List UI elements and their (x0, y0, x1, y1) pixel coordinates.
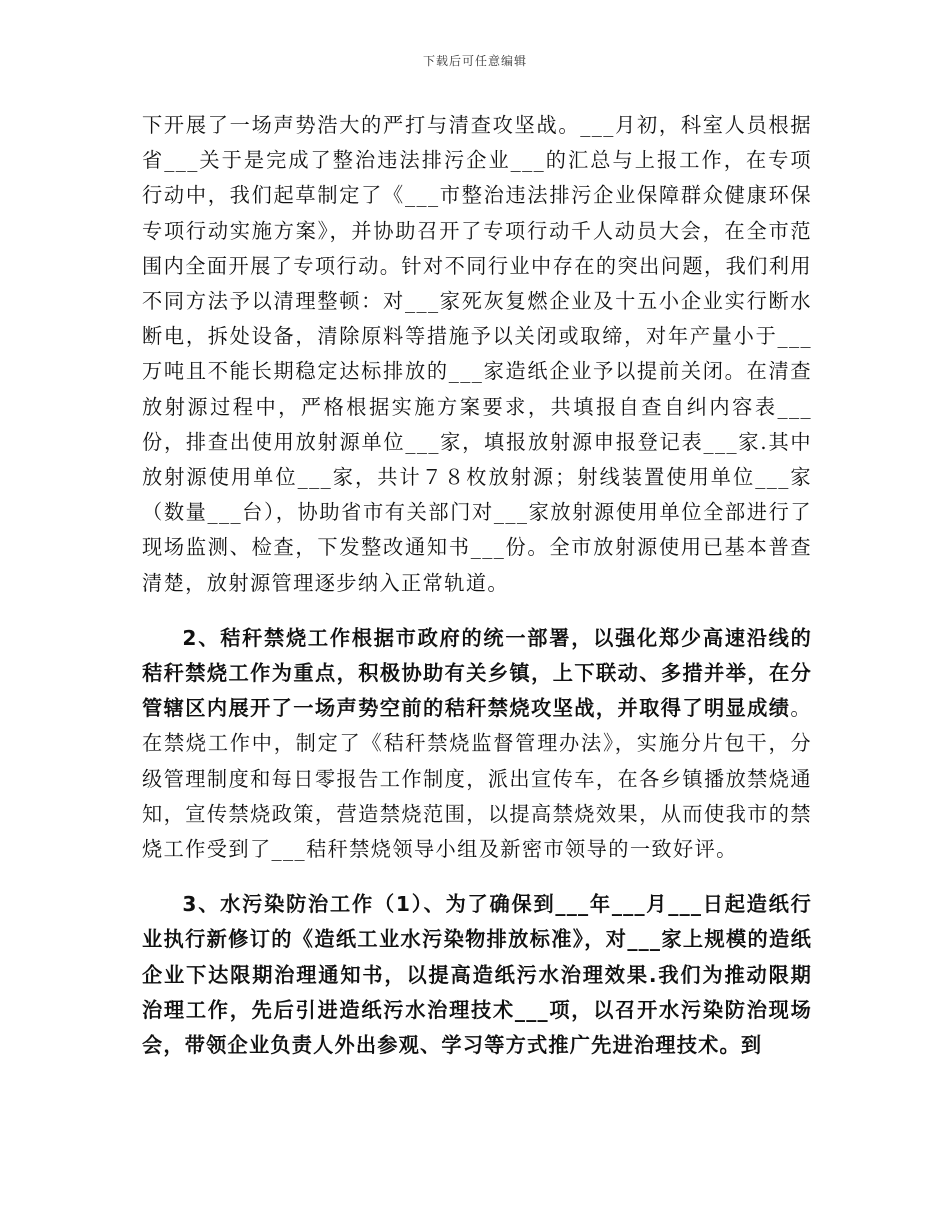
paragraph-2-bold: 2、秸秆禁烧工作根据市政府的统一部署，以强化郑少高速沿线的秸秆禁烧工作为重点，积极协助有关乡镇，上下联动、多措并举，在分管辖区内展开了一场声势空前的秸秆禁烧攻坚战，并取得了明显成绩 (142, 625, 812, 721)
paragraph-1: 下开展了一场声势浩大的严打与清查攻坚战。___月初，科室人员根据省___关于是完成了整治违法排污企业___的汇总与上报工作，在专项行动中，我们起草制定了《___市整治违法排污企业保障群众健康环保专项行动实施方案》，并协助召开了专项行动千人动员大会，在全市范围内全面开展了专项行动。针对不同行业中存在的突出问题，我们利用不同方法予以清理整顿：对___家死灰复燃企业及十五小企业实行断水断电，拆处设备，清除原料等措施予以关闭或取缔，对年产量小于___万吨且不能长期稳定达标排放的___家造纸企业予以提前关闭。在清查放射源过程中，严格根据实施方案要求，共填报自查自纠内容表___份，排查出使用放射源单位___家，填报放射源申报登记表___家.其中放射源使用单位___家，共计７８枚放射源；射线装置使用单位___家（数量___台），协助省市有关部门对___家放射源使用单位全部进行了现场监测、检查，下发整改通知书___份。全市放射源使用已基本普查清楚，放射源管理逐步纳入正常轨道。 (142, 113, 812, 595)
paragraph-3: 3、水污染防治工作（1）、为了确保到___年___月___日起造纸行业执行新修订的《造纸工业水污染物排放标准》，对___家上规模的造纸企业下达限期治理通知书，以提高造纸污水治理效果.我们为推动限期治理工作，先后引进造纸污水治理技术___项，以召开水污染防治现场会，带领企业负责人外出参观、学习等方式推广先进治理技术。到 (142, 892, 812, 1058)
page-header: 下载后可任意编辑 (422, 54, 527, 68)
paragraph-2 (142, 621, 812, 867)
paragraph-2-rest: 。在禁烧工作中，制定了《秸秆禁烧监督管理办法》，实施分片包干，分级管理制度和每日零报告工作制度，派出宣传车，在各乡镇播放禁烧通知，宣传禁烧政策，营造禁烧范围，以提高禁烧效果，从而使我市的禁烧工作受到了___秸秆禁烧领导小组及新密市领导的一致好评。 (142, 696, 812, 862)
document-body (142, 108, 812, 1063)
